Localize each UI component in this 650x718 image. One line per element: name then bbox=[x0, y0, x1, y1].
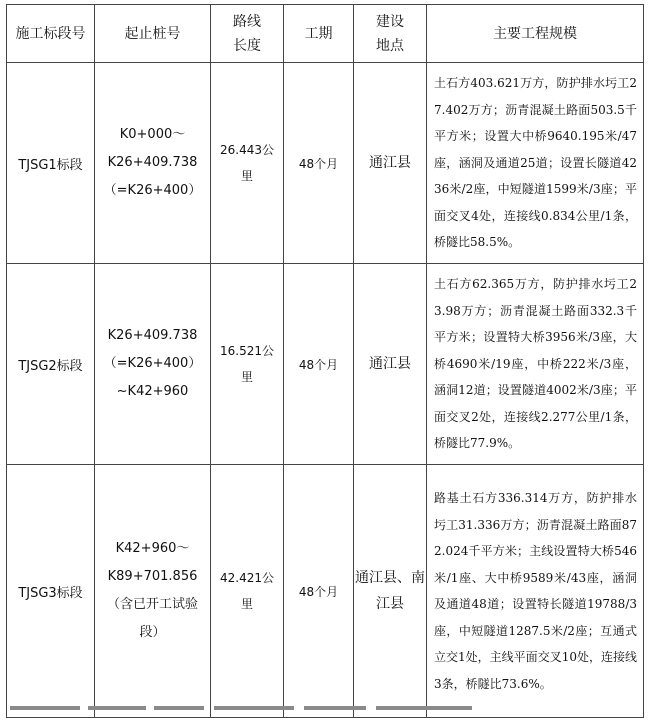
cell-section: TJSG3标段 bbox=[7, 465, 95, 718]
cell-location: 通江县 bbox=[354, 63, 427, 264]
cell-stake: K42+960～K89+701.856（含已开工试验段） bbox=[95, 465, 211, 718]
cell-location: 通江县、南江县 bbox=[354, 465, 427, 718]
header-length-line2: 长度 bbox=[233, 37, 261, 54]
cell-section: TJSG1标段 bbox=[7, 63, 95, 264]
construction-section-table bbox=[6, 4, 644, 718]
cell-stake: K0+000～K26+409.738（=K26+400） bbox=[95, 63, 211, 264]
header-length bbox=[211, 5, 284, 63]
cell-location: 通江县 bbox=[354, 264, 427, 465]
header-stake: 起止桩号 bbox=[95, 5, 211, 63]
cell-length: 26.443公里 bbox=[211, 63, 284, 264]
cell-duration: 48个月 bbox=[284, 63, 354, 264]
header-location-line2: 地点 bbox=[376, 37, 404, 54]
table-header-row bbox=[7, 5, 644, 63]
cropped-caption-fragment bbox=[8, 703, 508, 711]
header-scope: 主要工程规模 bbox=[427, 5, 644, 63]
header-section: 施工标段号 bbox=[7, 5, 95, 63]
cell-scope: 土石方62.365万方，防护排水圬工23.98万方；沥青混凝土路面332.3千平方米；设置特大桥3956米/3座，大桥4690米/19座，中桥222米/3座，涵洞12道；设置隧道4002米/3座；平面交叉2处，连接线2.277公里/1条，桥隧比77.9%。 bbox=[427, 264, 644, 465]
cell-stake: K26+409.738（=K26+400）~K42+960 bbox=[95, 264, 211, 465]
table-row bbox=[7, 264, 644, 465]
cell-scope: 土石方403.621万方，防护排水圬工27.402万方；沥青混凝土路面503.5千平方米；设置大中桥9640.195米/47座，涵洞及通道25道；设置长隧道4236米/2座，中短隧道1599米/3座；平面交叉4处，连接线0.834公里/1条，桥隧比58.5%。 bbox=[427, 63, 644, 264]
cell-scope: 路基土石方336.314万方，防护排水圬工31.336万方；沥青混凝土路面872.024千平方米；主线设置特大桥546米/1座、大中桥9589米/43座，涵洞及通道48道；设置特长隧道19788/3座，中短隧道1287.5米/2座；互通式立交1处，主线平面交叉10处，连接线3条，桥隧比73.6%。 bbox=[427, 465, 644, 718]
header-location bbox=[354, 5, 427, 63]
cell-length: 16.521公里 bbox=[211, 264, 284, 465]
cell-duration: 48个月 bbox=[284, 465, 354, 718]
table-row bbox=[7, 465, 644, 718]
header-duration: 工期 bbox=[284, 5, 354, 63]
cell-section: TJSG2标段 bbox=[7, 264, 95, 465]
cell-duration: 48个月 bbox=[284, 264, 354, 465]
cell-length: 42.421公里 bbox=[211, 465, 284, 718]
table-row bbox=[7, 63, 644, 264]
header-location-line1: 建设 bbox=[376, 13, 404, 30]
header-length-line1: 路线 bbox=[233, 13, 261, 30]
